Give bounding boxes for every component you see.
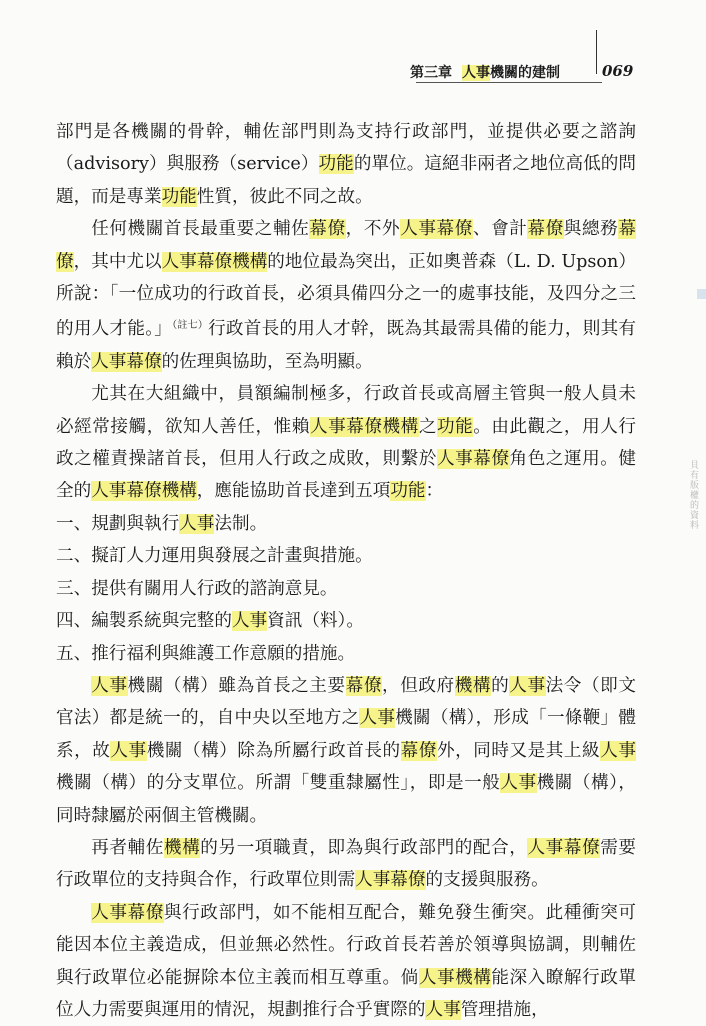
footnote-ref: （註七） <box>172 320 209 332</box>
paragraphs-before-list <box>56 116 636 508</box>
text-run: 尤其在大組織中，員額編制極多，行政首長或高層主管與一般人員未必經常接觸，欲知人善任，惟賴 <box>56 384 636 437</box>
text-run: 性質，彼此不同之故。 <box>196 186 373 207</box>
paragraph <box>56 378 636 508</box>
highlighted-text: 功能 <box>318 154 354 175</box>
list-item <box>56 605 636 637</box>
text-run: 的 <box>491 675 510 696</box>
text-run: 角色之運用。健全的 <box>56 449 636 502</box>
text-run: 四、編製系統與完整的 <box>56 611 232 632</box>
paragraph <box>56 832 636 897</box>
highlighted-text: 幕僚 <box>527 219 564 240</box>
paragraph <box>56 213 636 378</box>
text-run: 的單位。這絕非兩者之地位高低的問題，而是專業 <box>56 154 636 207</box>
text-run: ，但政府 <box>382 675 455 696</box>
highlighted-text: 人事幕僚機構 <box>309 416 419 437</box>
text-run: 能深入瞭解行政單位人力需要與運用的情況，規劃推行合乎實際的 <box>56 967 636 1020</box>
text-run: 的佐理與協助，至為明顯。 <box>161 351 373 372</box>
text-run: 二、擬訂人力運用與發展之計畫與措施。 <box>56 546 373 567</box>
text-run: 需要行政單位的支持與合作，行政單位則需 <box>56 837 636 891</box>
text-run: 管理措施， <box>460 999 549 1020</box>
highlighted-text: 人事 <box>91 675 128 696</box>
text-run: 法制。 <box>214 513 268 534</box>
text-run: ，應能協助首長達到五項 <box>196 481 391 502</box>
text-run: ： <box>425 481 444 502</box>
paragraph <box>56 116 636 213</box>
list-item <box>56 638 636 670</box>
text-run: 、會計 <box>472 219 528 240</box>
highlighted-text: 人事幕僚機構 <box>91 481 197 502</box>
highlighted-text: 功能 <box>161 186 197 207</box>
highlighted-text: 人事 <box>110 740 147 761</box>
highlighted-text: 機構 <box>163 837 201 858</box>
function-list <box>56 508 636 670</box>
text-run: 外，同時又是其上級 <box>436 740 601 761</box>
highlighted-text: 機構 <box>454 675 492 696</box>
highlighted-text: 人事 <box>359 708 396 729</box>
text-run: ，不外 <box>345 219 401 240</box>
text-run: 部門是各機關的骨幹，輔佐部門則為支持行政部門，並提供必要之諮詢（advisory）與服務（service） <box>56 122 636 175</box>
highlighted-text: 人事 <box>509 675 546 696</box>
highlighted-text: 功能 <box>436 416 474 437</box>
paragraph <box>56 897 636 1026</box>
chapter-title: 機關的建制 <box>490 65 560 81</box>
highlighted-text: 人事幕僚 <box>436 449 510 470</box>
highlighted-text: 幕僚 <box>56 219 636 272</box>
text-run: 機關（構），形成「一條鞭」體系，故 <box>56 708 636 761</box>
copyright-watermark: 貝有版權的資料 <box>688 460 698 530</box>
page-number: 069 <box>602 62 634 80</box>
text-run: 資訊（料）。 <box>267 611 364 632</box>
text-run: 行政首長的用人才幹，既為其最需具備的能力，則其有賴於 <box>56 319 637 372</box>
running-header <box>410 62 634 82</box>
list-item <box>56 508 636 540</box>
paragraph <box>56 670 636 832</box>
highlighted-text: 人事 <box>600 740 636 761</box>
list-item <box>56 540 636 572</box>
text-run: 與行政部門，如不能相互配合，難免發生衝突。此種衝突可能因本位主義造成，但並無必然性。行政首長若善於領導與協調，則輔佐與行政單位必能摒除本位主義而相互尊重。倘 <box>56 902 636 988</box>
header-vertical-rule <box>596 30 597 74</box>
highlighted-text: 人事幕僚 <box>400 219 473 240</box>
highlighted-text: 人事 <box>231 611 268 632</box>
header-underline <box>416 82 602 83</box>
text-run: 再者輔佐 <box>91 837 164 858</box>
text-run: 的另一項職責，即為與行政部門的配合， <box>200 837 528 858</box>
text-run: 機關（構）雖為首長之主要 <box>127 675 346 696</box>
highlighted-text: 人事幕僚 <box>355 870 426 891</box>
text-run: 三、提供有關用人行政的諮詢意見。 <box>56 578 338 599</box>
text-run: 五、推行福利與維護工作意願的措施。 <box>56 643 356 664</box>
text-run: 與總務 <box>563 219 619 240</box>
highlighted-text: 人事幕僚 <box>527 837 601 858</box>
chapter-label: 第三章 <box>410 65 452 81</box>
highlighted-text: 人事機構 <box>418 967 492 988</box>
highlighted-text: 人事 <box>425 999 461 1020</box>
paragraphs-after-list <box>56 670 636 1026</box>
text-run: 機關（構）的分支單位。所謂「雙重隸屬性」，即是一般 <box>56 773 501 794</box>
text-run: 的地位最為突出，正如奧普森（L. D. Upson）所說：「一位成功的行政首長，必須具備四分之一的處事技能，及四分之三的用人才能。」 <box>56 251 636 340</box>
text-run: 法令（即文官法）都是統一的，自中央以至地方之 <box>56 675 636 729</box>
text-run: 任何機關首長最重要之輔佐 <box>91 219 310 240</box>
text-run: 之 <box>418 416 437 437</box>
highlighted-text: 人事幕僚 <box>91 902 164 923</box>
highlighted-text: 人事 <box>500 773 537 794</box>
body-text <box>56 116 636 1026</box>
text-run: 的支援與服務。 <box>425 870 549 891</box>
text-run: 。由此觀之，用人行政之權責操諸首長，但用人行政之成敗，則繫於 <box>56 416 636 470</box>
highlighted-text: 人事 <box>179 513 215 534</box>
list-item <box>56 573 636 605</box>
text-run: 機關（構），同時隸屬於兩個主管機關。 <box>56 773 636 826</box>
text-run: 機關（構）除為所屬行政首長的 <box>146 740 401 761</box>
highlighted-text: 功能 <box>390 481 426 502</box>
highlighted-text: 幕僚 <box>309 219 346 240</box>
highlighted-text: 人事幕僚機構 <box>161 251 268 272</box>
highlighted-text: 人事幕僚 <box>91 351 162 372</box>
text-run: 一、規劃與執行 <box>56 513 180 534</box>
highlighted-text: 幕僚 <box>345 675 383 696</box>
text-run: ，其中尤以 <box>73 251 162 272</box>
scroll-tab[interactable] <box>697 289 706 299</box>
chapter-title-highlight: 人事 <box>462 65 490 81</box>
highlighted-text: 幕僚 <box>400 740 437 761</box>
